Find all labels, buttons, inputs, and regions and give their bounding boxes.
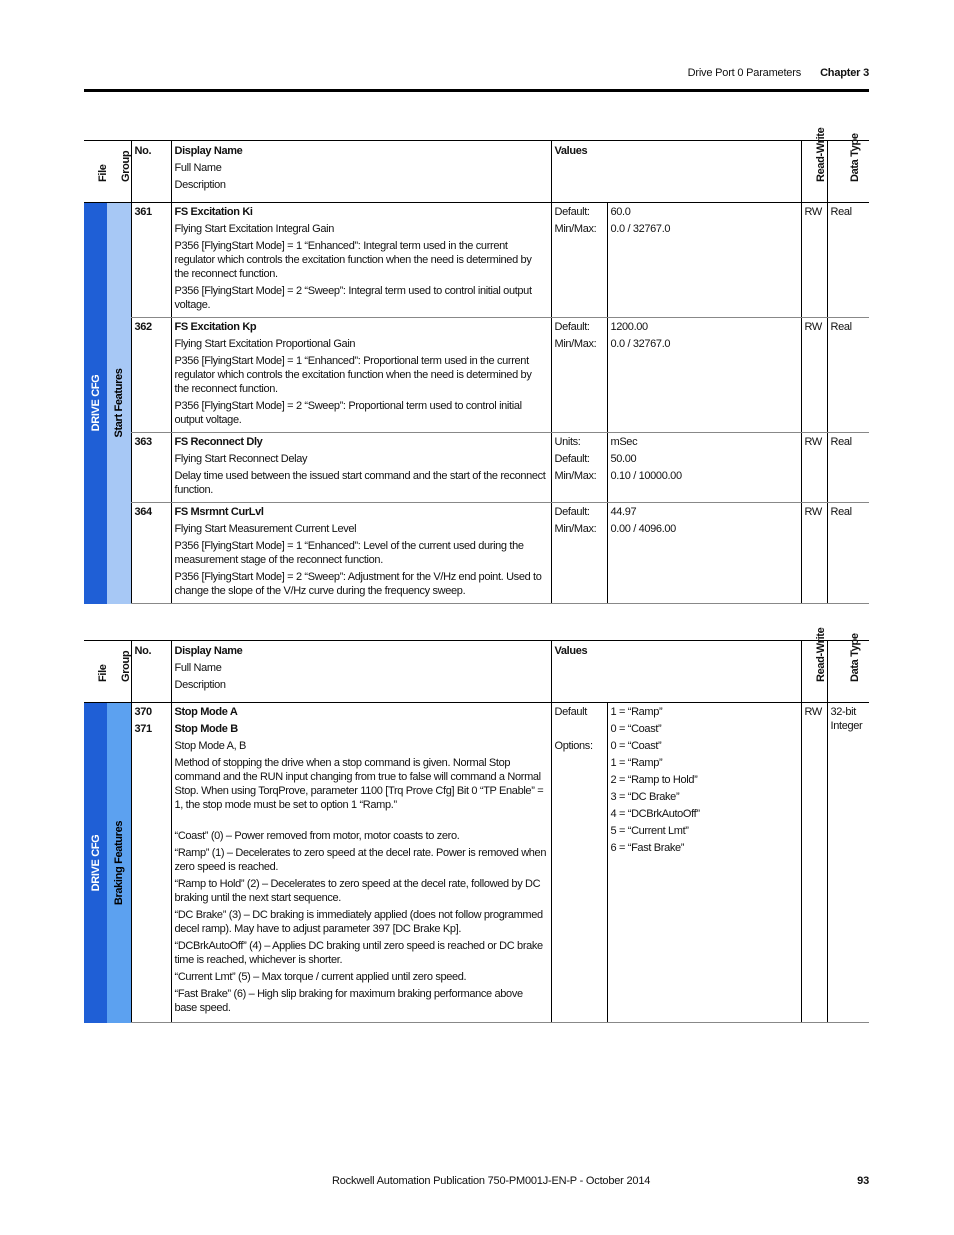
read-write-value: RW (801, 203, 827, 318)
table-row (84, 433, 869, 503)
group-cell: Start Features (107, 203, 131, 604)
data-type-value: Real (827, 433, 869, 503)
param-number: 362 (131, 318, 171, 433)
read-write-value: RW (801, 433, 827, 503)
col-data-type: Data Type (827, 141, 869, 203)
value-labels: Default: Min/Max: (551, 203, 607, 318)
value-values: 1200.00 0.0 / 32767.0 (607, 318, 801, 433)
col-display-name: Display Name Full Name Description (171, 641, 551, 703)
data-type-value: Real (827, 203, 869, 318)
table-header-row (84, 141, 869, 203)
value-labels: Default Options: (551, 703, 607, 1023)
read-write-value: RW (801, 503, 827, 604)
publication-info: Rockwell Automation Publication 750-PM001J-EN-P - October 2014 (332, 1175, 651, 1187)
file-cell: DRIVE CFG (84, 203, 107, 604)
page-number: 93 (857, 1175, 869, 1187)
col-display-name: Display Name Full Name Description (171, 141, 551, 203)
param-number: 361 (131, 203, 171, 318)
group-cell: Braking Features (107, 703, 131, 1023)
col-values: Values (551, 641, 801, 703)
parameter-table-braking-features (84, 627, 869, 1023)
table-row (84, 503, 869, 604)
data-type-value: Real (827, 503, 869, 604)
col-file: File (84, 641, 107, 703)
param-number: 364 (131, 503, 171, 604)
col-no: No. (131, 641, 171, 703)
param-description: Stop Mode A Stop Mode B Stop Mode A, B Method of stopping the drive when a stop command is given. Normal Stop command and the RUN input changing from true to false will command a Normal Stop. When using TorqProve, parameter 1100 [Trq Prove Cfg] Bit 0 “TP Enable” = 1, the stop mode must be set to option 1 “Ramp.” “Coast” (0) – Power removed from motor, motor coasts to zero. “Ramp” (1) – Decelerates to zero speed at the decel rate. Power is removed when zero speed is reached. “Ramp to Hold” (2) – Decelerates to zero speed at the decel rate, followed by DC braking until the next start sequence. “DC Brake” (3) – DC braking is immediately applied (does not follow programmed decel ramp). May have to adjust parameter 397 [DC Brake Kp]. “DCBrkAutoOff” (4) – Applies DC braking until zero speed is reached or DC brake time is reached, whichever is shorter. “Current Lmt” (5) – Max torque / current applied until zero speed. “Fast Brake” (6) – High slip braking for maximum braking performance above base speed. (171, 703, 551, 1023)
value-values: 60.0 0.0 / 32767.0 (607, 203, 801, 318)
value-values: 1 = “Ramp” 0 = “Coast” 0 = “Coast” 1 = “Ramp” 2 = “Ramp to Hold” 3 = “DC Brake” 4 = “DCBrkAutoOff” 5 = “Current Lmt” 6 = “Fast Brake” (607, 703, 801, 1023)
param-description: FS Reconnect Dly Flying Start Reconnect Delay Delay time used between the issued start command and the start of the reconnect function. (171, 433, 551, 503)
param-description: FS Excitation Kp Flying Start Excitation Proportional Gain P356 [FlyingStart Mode] = 1 “Enhanced”: Proportional term used in the current regulator which controls the excitation function when the need is determined by the reconnect function. P356 [FlyingStart Mode] = 2 “Sweep”: Proportional term used to control initial output voltage. (171, 318, 551, 433)
value-values: mSec 50.00 0.10 / 10000.00 (607, 433, 801, 503)
page-header (84, 66, 869, 84)
chapter-label: Chapter 3 (820, 67, 869, 79)
col-file: File (84, 141, 107, 203)
parameter-table-start-features (84, 127, 869, 604)
col-no: No. (131, 141, 171, 203)
table-row (84, 318, 869, 433)
header-rule (84, 89, 869, 92)
read-write-value: RW (801, 318, 827, 433)
col-group: Group (107, 641, 131, 703)
section-title: Drive Port 0 Parameters (687, 67, 801, 79)
table-row (84, 203, 869, 318)
col-read-write: Read-Write (801, 141, 827, 203)
param-description: FS Msrmnt CurLvl Flying Start Measurement Current Level P356 [FlyingStart Mode] = 1 “Enhanced”: Level of the current used during the measurement stage of the reconnect function. P356 [FlyingStart Mode] = 2 “Sweep”: Adjustment for the V/Hz end point. Used to change the slope of the V/Hz curve during the frequency sweep. (171, 503, 551, 604)
col-group: Group (107, 141, 131, 203)
data-type-value: 32-bit Integer (827, 703, 869, 1023)
read-write-value: RW (801, 703, 827, 1023)
value-labels: Units: Default: Min/Max: (551, 433, 607, 503)
param-number: 363 (131, 433, 171, 503)
table-row (84, 703, 869, 1023)
param-description: FS Excitation Ki Flying Start Excitation Integral Gain P356 [FlyingStart Mode] = 1 “Enhanced”: Integral term used in the current regulator which controls the excitation function when the need is determined by the reconnect function. P356 [FlyingStart Mode] = 2 “Sweep”: Integral term used to control initial output voltage. (171, 203, 551, 318)
col-read-write: Read-Write (801, 641, 827, 703)
value-values: 44.97 0.00 / 4096.00 (607, 503, 801, 604)
param-numbers: 370 371 (131, 703, 171, 1023)
col-data-type: Data Type (827, 641, 869, 703)
value-labels: Default: Min/Max: (551, 318, 607, 433)
value-labels: Default: Min/Max: (551, 503, 607, 604)
file-cell: DRIVE CFG (84, 703, 107, 1023)
col-values: Values (551, 141, 801, 203)
table-header-row (84, 641, 869, 703)
data-type-value: Real (827, 318, 869, 433)
